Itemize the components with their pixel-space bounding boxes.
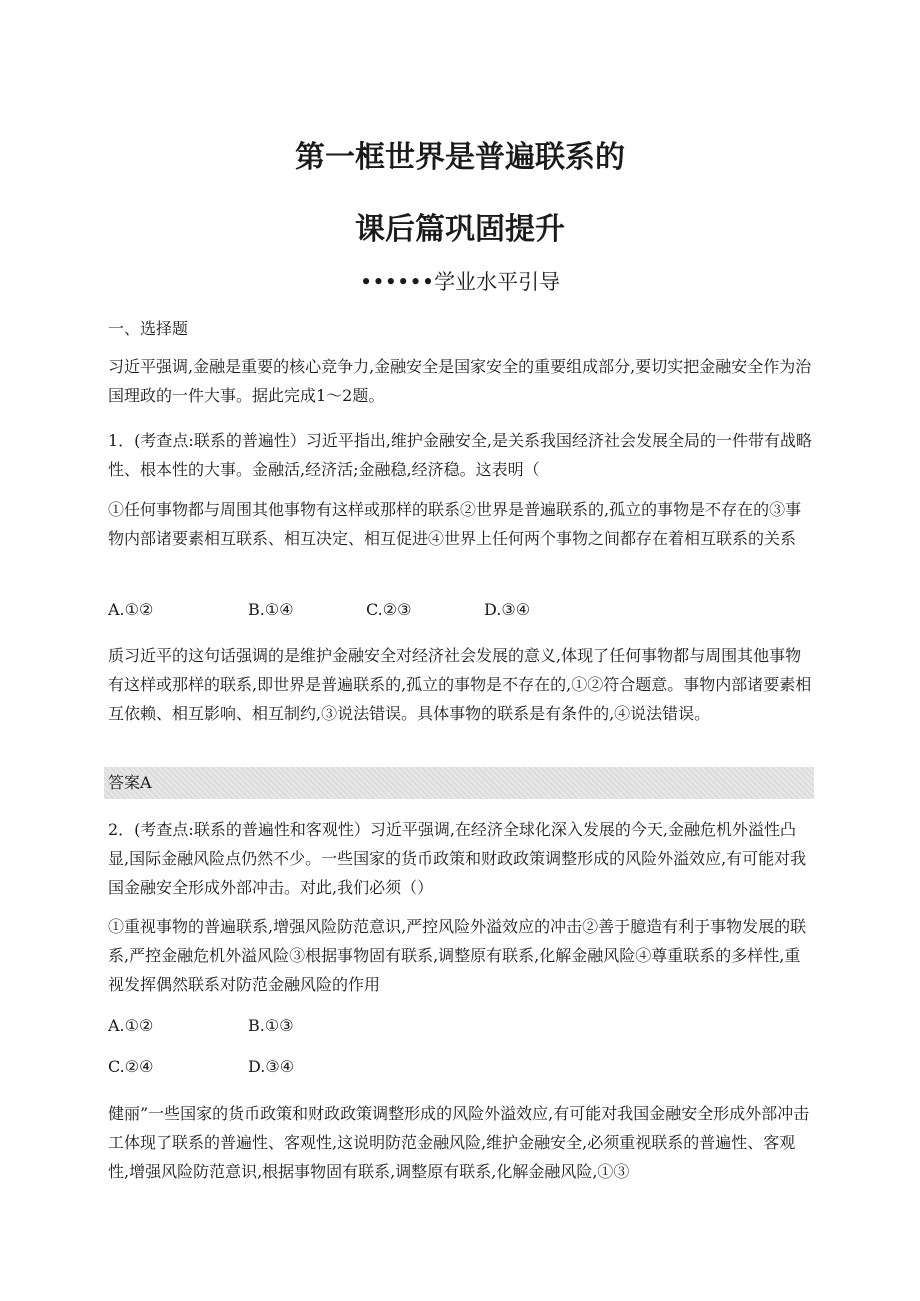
q2-options-row-1: [108, 1014, 294, 1038]
part-label: 一、选择题: [108, 319, 189, 338]
q2-stem: 2．(考查点:联系的普遍性和客观性）习近平强调,在经济全球化深入发展的今天,金融危机外溢性凸显,国际金融风险点仍然不少。一些国家的货币政策和财政政策调整形成的风险外溢效应,有可能对我国金融安全形成外部冲击。对此,我们必须（）: [108, 820, 807, 897]
q2-statements: ①重视事物的普遍联系,增强风险防范意识,严控风险外溢效应的冲击②善于臆造有利于事物发展的联系,严控金融危机外溢风险③根据事物固有联系,调整原有联系,化解金融风险④尊重联系的多样性,重视发挥偶然联系对防范金融风险的作用: [108, 917, 807, 994]
q1-statements: ①任何事物都与周围其他事物有这样或那样的联系②世界是普遍联系的,孤立的事物是不存在的③事物内部诸要素相互联系、相互决定、相互促进④世界上任何两个事物之间都存在着相互联系的关系: [108, 500, 802, 548]
q1-answer: 答案A: [104, 767, 814, 799]
q2-option-c[interactable]: C.②④: [108, 1057, 154, 1076]
q2-explanation: 健丽”一些国家的货币政策和财政政策调整形成的风险外溢效应,有可能对我国金融安全形成外部冲击工体现了联系的普遍性、客观性,这说明防范金融风险,维护金融安全,必须重视联系的普遍性、客观性,增强风险防范意识,根据事物固有联系,调整原有联系,化解金融风险,①③: [108, 1104, 810, 1181]
q1-option-c[interactable]: C.②③: [366, 600, 412, 619]
intro-paragraph: 习近平强调,金融是重要的核心竞争力,金融安全是国家安全的重要组成部分,要切实把金融安全作为治国理政的一件大事。据此完成1〜2题。: [108, 357, 812, 405]
q2-option-d[interactable]: D.③④: [248, 1057, 295, 1076]
q1-stem: 1．(考查点:联系的普遍性）习近平指出,维护金融安全,是关系我国经济社会发展全局的一件带有战略性、根本性的大事。金融活,经济活;金融稳,经济稳。这表明（: [108, 431, 812, 479]
page-title: 第一框世界是普遍联系的: [295, 140, 625, 175]
q2-options-row-2: [108, 1055, 294, 1079]
q1-option-d[interactable]: D.③④: [484, 600, 531, 619]
section-heading: ••••••学业水平引导: [359, 270, 561, 294]
q1-options: [108, 598, 530, 622]
q2-option-a[interactable]: A.①②: [108, 1016, 154, 1035]
q2-option-b[interactable]: B.①③: [248, 1016, 294, 1035]
q1-option-b[interactable]: B.①④: [248, 600, 294, 619]
page-subtitle: 课后篇巩固提升: [355, 212, 565, 247]
q1-option-a[interactable]: A.①②: [108, 600, 154, 619]
q1-explanation: 质习近平的这句话强调的是维护金融安全对经济社会发展的意义,体现了任何事物都与周围其他事物有这样或那样的联系,即世界是普遍联系的,孤立的事物是不存在的,①②符合题意。事物内部诸要素相互依赖、相互影响、相互制约,③说法错误。具体事物的联系是有条件的,④说法错误。: [108, 646, 812, 723]
